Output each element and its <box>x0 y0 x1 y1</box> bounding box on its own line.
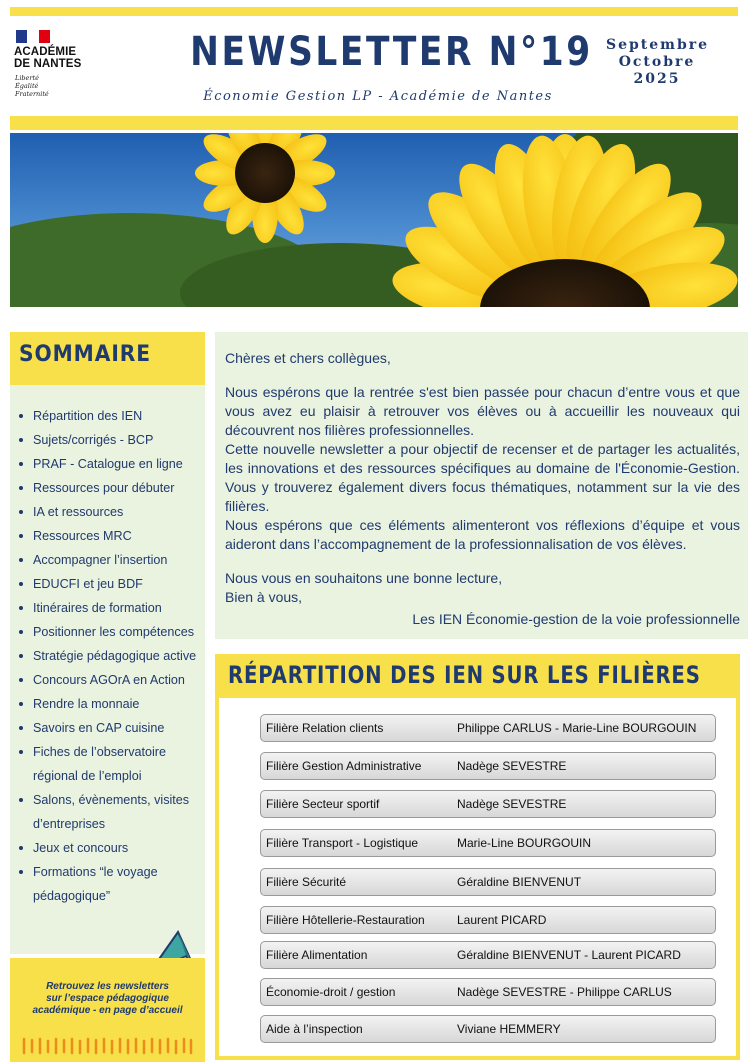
toc-item[interactable]: Concours AGOrA en Action <box>19 668 205 692</box>
repartition-header <box>219 658 736 698</box>
ien-row <box>260 752 716 780</box>
toc-item[interactable]: IA et ressources <box>19 500 205 524</box>
sunflower-banner-image <box>10 133 738 307</box>
ien-row <box>260 790 716 818</box>
ien-row <box>260 1015 716 1043</box>
ien-names: Philippe CARLUS - Marie-Line BOURGOUIN <box>457 721 697 735</box>
ien-row <box>260 941 716 969</box>
logo-motto: Liberté Égalité Fraternité <box>15 74 49 98</box>
sommaire-title: SOMMAIRE <box>19 342 152 367</box>
newsletter-title: NEWSLETTER N°19 <box>190 29 593 75</box>
ien-names: Nadège SEVESTRE <box>457 759 567 773</box>
intro-closing: Nous vous en souhaitons une bonne lecture, <box>225 570 503 586</box>
toc-item[interactable]: Jeux et concours <box>19 836 205 860</box>
ien-row <box>260 714 716 742</box>
archive-note-text: Retrouvez les newsletters sur l’espace pédagogique académique - en page d’accueil <box>32 981 183 1016</box>
french-flag-icon <box>16 30 50 43</box>
toc-item[interactable]: Sujets/corrigés - BCP <box>19 428 205 452</box>
ien-names: Laurent PICARD <box>457 913 547 927</box>
top-accent-bar <box>10 7 738 16</box>
toc-item[interactable]: Ressources MRC <box>19 524 205 548</box>
toc-item[interactable]: Accompagner l’insertion <box>19 548 205 572</box>
ien-filiere: Filière Gestion Administrative <box>266 759 422 773</box>
toc-item[interactable]: Salons, évènements, visites d’entreprises <box>19 788 205 836</box>
repartition-section <box>215 654 740 1060</box>
toc-item[interactable]: Fiches de l’observatoire régional de l’emploi <box>19 740 205 788</box>
ien-names: Marie-Line BOURGOUIN <box>457 836 592 850</box>
intro-paragraph: Cette nouvelle newsletter a pour objectif de recenser et de partager les actualités, les innovations et des ressources spécifiques au domaine de l'Économie-Gestion. Vous y trouverez également divers focus thématiques, notamment sur la vie des filières. <box>225 441 740 514</box>
sommaire-panel <box>10 332 205 954</box>
toc-item[interactable]: Rendre la monnaie <box>19 692 205 716</box>
intro-letter <box>215 332 748 639</box>
orange-brush-decoration <box>20 1036 195 1056</box>
toc-item[interactable]: Positionner les compétences <box>19 620 205 644</box>
newsletter-subtitle: Économie Gestion LP - Académie de Nantes <box>203 89 553 104</box>
ien-filiere: Filière Transport - Logistique <box>266 836 419 850</box>
ien-row <box>260 978 716 1006</box>
toc-item[interactable]: Répartition des IEN <box>19 404 205 428</box>
intro-signature: Les IEN Économie-gestion de la voie professionnelle <box>412 611 740 627</box>
toc-item[interactable]: Savoirs en CAP cuisine <box>19 716 205 740</box>
toc-item[interactable]: Itinéraires de formation <box>19 596 205 620</box>
ien-filiere: Filière Hôtellerie-Restauration <box>266 913 425 927</box>
ien-filiere: Filière Secteur sportif <box>266 797 380 811</box>
ien-names: Géraldine BIENVENUT - Laurent PICARD <box>457 948 681 962</box>
issue-date: Septembre Octobre 2025 <box>606 37 710 87</box>
intro-closing: Bien à vous, <box>225 589 303 605</box>
toc-item[interactable]: EDUCFI et jeu BDF <box>19 572 205 596</box>
intro-greeting: Chères et chers collègues, <box>225 350 391 366</box>
ien-filiere: Aide à l’inspection <box>266 1022 363 1036</box>
sommaire-list <box>19 404 205 908</box>
intro-paragraph: Nous espérons que ces éléments alimenteront vos réflexions d’équipe et vous aideront dans l’accompagnement de la professionnalisation de vos élèves. <box>225 517 740 552</box>
toc-item[interactable]: Stratégie pédagogique active <box>19 644 205 668</box>
sommaire-header <box>10 332 205 385</box>
newsletter-archive-note[interactable] <box>10 958 205 1062</box>
header-accent-bar <box>10 116 738 130</box>
ien-names: Nadège SEVESTRE <box>457 797 567 811</box>
intro-paragraph: Nous espérons que la rentrée s'est bien passée pour chacun d’entre vous et que vous avez eu plaisir à retrouver vos élèves ou à accueillir les nouveaux qui découvrent nos filières professionnelles. <box>225 384 740 438</box>
ien-names: Nadège SEVESTRE - Philippe CARLUS <box>457 985 672 999</box>
ien-row <box>260 829 716 857</box>
toc-item[interactable]: Ressources pour débuter <box>19 476 205 500</box>
ien-filiere: Économie-droit / gestion <box>266 985 396 999</box>
repartition-title: RÉPARTITION DES IEN SUR LES FILIÈRES <box>228 661 701 689</box>
ien-filiere: Filière Relation clients <box>266 721 384 735</box>
ien-names: Géraldine BIENVENUT <box>457 875 582 889</box>
logo-name: ACADÉMIE DE NANTES <box>14 46 82 70</box>
ien-row <box>260 906 716 934</box>
toc-item[interactable]: PRAF - Catalogue en ligne <box>19 452 205 476</box>
ien-filiere: Filière Alimentation <box>266 948 368 962</box>
toc-item[interactable]: Formations “le voyage pédagogique” <box>19 860 205 908</box>
ien-row <box>260 868 716 896</box>
ien-filiere: Filière Sécurité <box>266 875 347 889</box>
ien-names: Viviane HEMMERY <box>457 1022 561 1036</box>
academie-logo[interactable] <box>14 30 134 110</box>
